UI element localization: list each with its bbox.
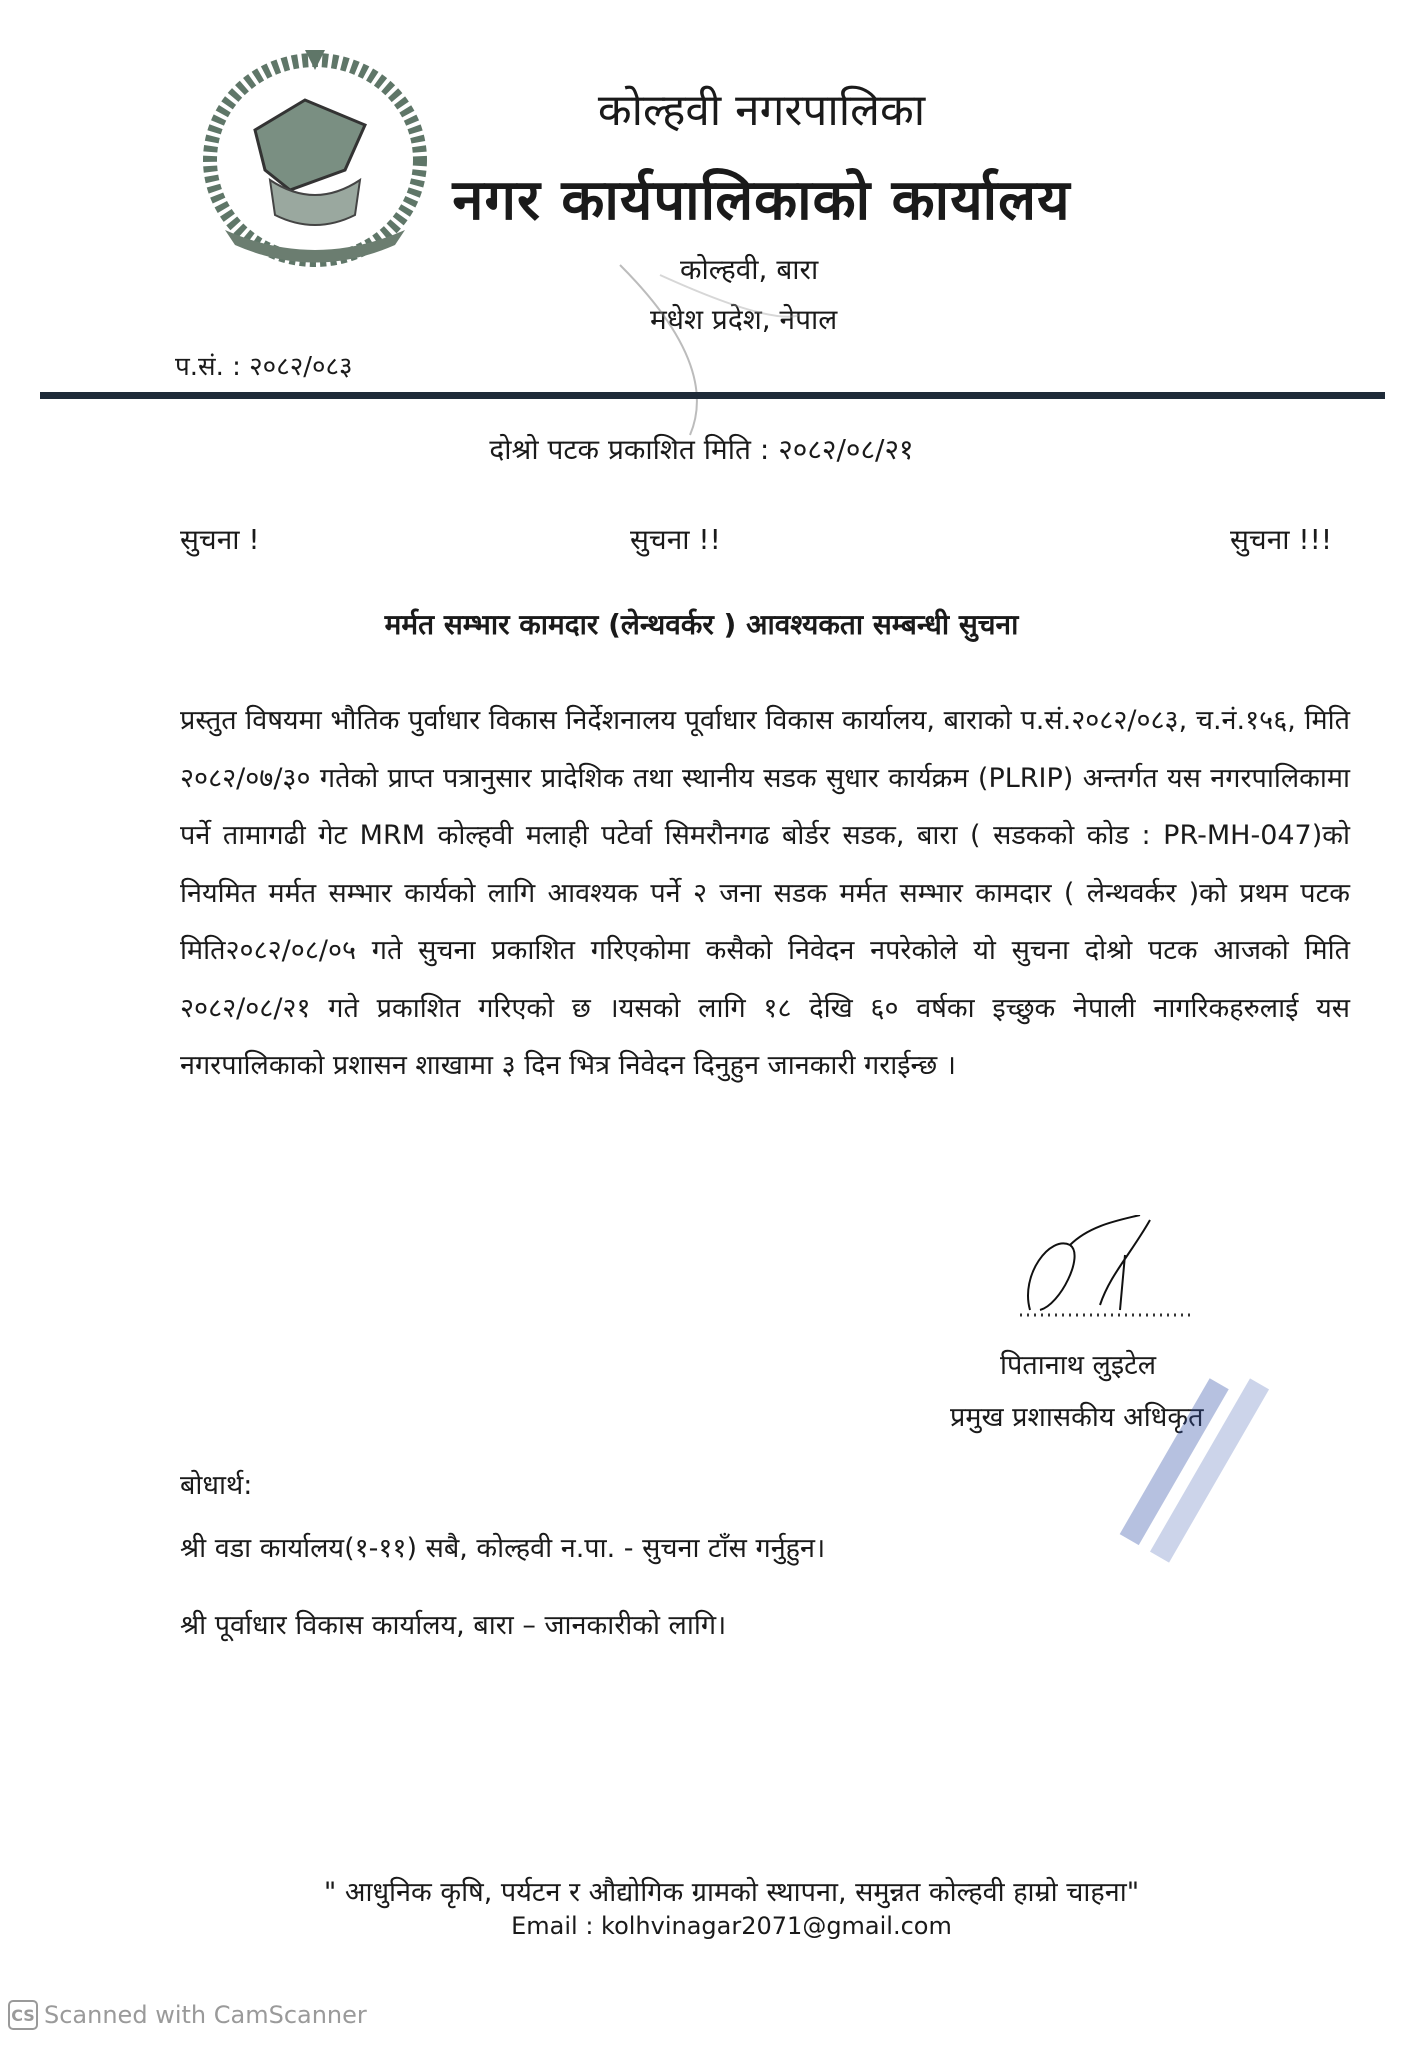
reference-number: प.सं. : २०८२/०८३ — [175, 352, 353, 382]
office-stamp-icon — [600, 245, 850, 445]
cc-item: श्री पूर्वाधार विकास कार्यालय, बारा – जानकारीको लागि। — [180, 1610, 727, 1641]
official-stamp-icon — [1060, 1340, 1340, 1590]
notice-header-2: सुचना !! — [630, 523, 721, 556]
header-divider — [40, 392, 1385, 399]
footer-motto: " आधुनिक कृषि, पर्यटन र औद्योगिक ग्रामको स्थापना, समुन्नत कोल्हवी हाम्रो चाहना" — [323, 1877, 1140, 1908]
cc-item: श्री वडा कार्यालय(१-११) सबै, कोल्हवी न.पा. - सुचना टाँस गर्नुहुन। — [180, 1533, 826, 1564]
footer-email: Email : kolhvinagar2071@gmail.com — [511, 1912, 952, 1940]
notice-subject: मर्मत सम्भार कामदार (लेन्थवर्कर ) आवश्यकता सम्बन्धी सुचना — [384, 608, 1019, 641]
camscanner-logo-icon: CS — [8, 2000, 38, 2030]
notice-header-3: सुचना !!! — [1230, 523, 1333, 556]
signature-icon — [1010, 1215, 1200, 1325]
address-line-2: मधेश प्रदेश, नेपाल — [650, 303, 838, 336]
municipality-name: कोल्हवी नगरपालिका — [597, 85, 926, 136]
camscanner-watermark — [8, 2000, 367, 2030]
notice-header-1: सुचना ! — [180, 523, 260, 556]
office-name: नगर कार्यपालिकाको कार्यालय — [452, 168, 1071, 233]
signatory-name: पितानाथ लुइटेल — [1000, 1350, 1157, 1381]
notice-body: प्रस्तुत विषयमा भौतिक पुर्वाधार विकास निर्देशनालय पूर्वाधार विकास कार्यालय, बाराको प.सं.२०८२/०८३, च.नं.१५६, मिति २०८२/०७/३० गतेको प्राप्त पत्रानुसार प्रादेशिक तथा स्थानीय सडक सुधार कार्यक्रम (PLRIP) अन्तर्गत यस नगरपालिकामा पर्ने तामागढी गेट MRM कोल्हवी मलाही पटेर्वा सिमरौनगढ बोर्डर सडक, बारा ( सडकको कोड : PR-MH-047)को नियमित मर्मत सम्भार कार्यको लागि आवश्यक पर्ने २ जना सडक मर्मत सम्भार कामदार ( लेन्थवर्कर )को प्रथम पटक मिति२०८२/०८/०५ गते सुचना प्रकाशित गरिएकोमा कसैको निवेदन नपरेकोले यो सुचना दोश्रो पटक आजको मिति २०८२/०८/२१ गते प्रकाशित गरिएको छ ।यसको लागि १८ देखि ६० वर्षका इच्छुक नेपाली नागरिकहरुलाई यस नगरपालिकाको प्रशासन शाखामा ३ दिन भित्र निवेदन दिनुहुन जानकारी गराईन्छ । — [180, 705, 1350, 1081]
address-line-1: कोल्हवी, बारा — [680, 253, 819, 286]
publication-date: दोश्रो पटक प्रकाशित मिति : २०८२/०८/२१ — [489, 433, 914, 466]
camscanner-text: Scanned with CamScanner — [44, 2001, 367, 2029]
signatory-title: प्रमुख प्रशासकीय अधिकृत — [950, 1402, 1204, 1433]
cc-label: बोधार्थ: — [180, 1470, 253, 1501]
